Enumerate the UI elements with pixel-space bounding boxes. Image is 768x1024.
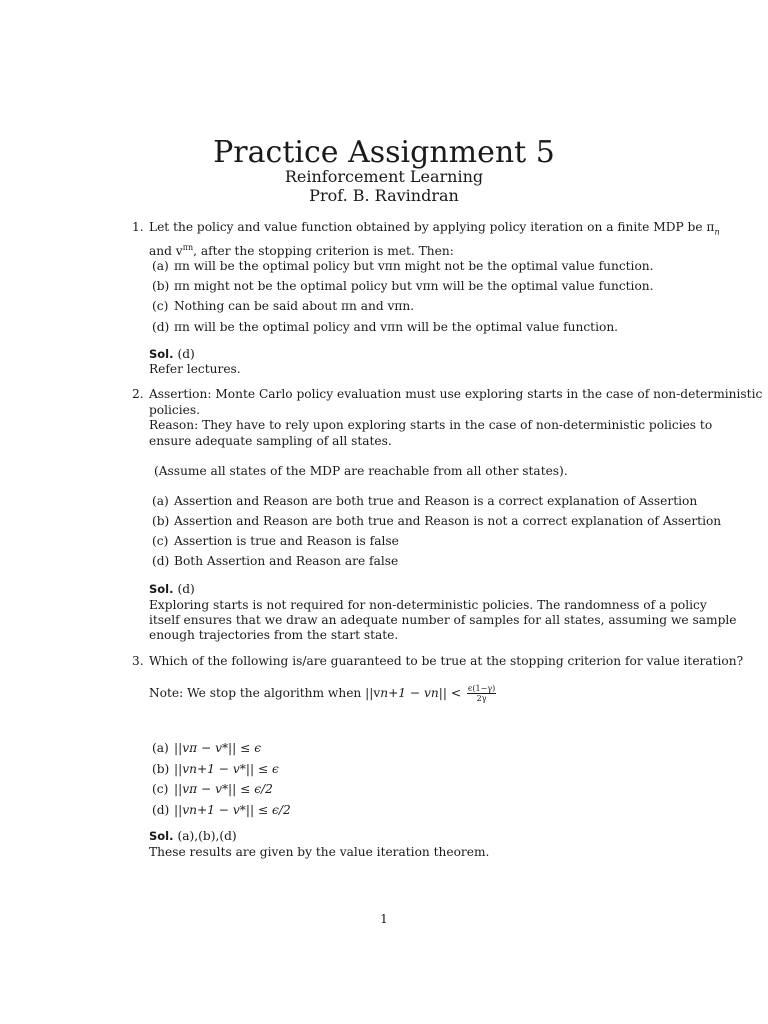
- option-d: (d) Both Assertion and Reason are false: [152, 554, 399, 568]
- instructor-name: Prof. B. Ravindran: [309, 186, 459, 205]
- question-text: Assertion: Monte Carlo policy evaluation must use exploring starts in the case of non-deterministic policies. Reason: They have to rely upon exploring starts in the case of non-deterministic policies to ensure adequate sampling of all states.: [149, 387, 763, 448]
- solution-text-3: enough trajectories from the start state.: [149, 628, 399, 642]
- solution-text-1: Exploring starts is not required for non-deterministic policies. The randomness of a policy: [149, 598, 707, 612]
- solution: Sol. (d): [149, 347, 195, 361]
- solution-text: These results are given by the value iteration theorem.: [149, 845, 490, 859]
- question-number: 2.: [132, 387, 144, 401]
- option-a: (a) πn will be the optimal policy but vπn might not be the optimal value function.: [152, 259, 654, 273]
- question-2: [132, 387, 763, 449]
- question-1: [132, 220, 720, 260]
- option-b: (b) ||vn+1 − v*|| ≤ ϵ: [152, 762, 279, 776]
- solution: Sol. (d): [149, 582, 195, 596]
- course-name: Reinforcement Learning: [284, 167, 484, 186]
- page-number: 1: [380, 912, 388, 926]
- option-c: (c) Assertion is true and Reason is false: [152, 534, 399, 548]
- option-c: (c) ||vπ − v*|| ≤ ϵ/2: [152, 782, 273, 796]
- option-a: (a) ||vπ − v*|| ≤ ϵ: [152, 741, 262, 755]
- question-text: Let the policy and value function obtained by applying policy iteration on a finite MDP be $\pi_n$ and $v^{\pi n}$, after the stopping criterion is met. Then:: [149, 220, 720, 258]
- question-3: [132, 654, 744, 670]
- fraction: $\frac{\epsilon(1-\gamma)}{2\gamma}$: [467, 684, 496, 703]
- option-b: (b) Assertion and Reason are both true and Reason is not a correct explanation of Assertion: [152, 514, 722, 528]
- question-number: 3.: [132, 654, 144, 668]
- option-b: (b) πn might not be the optimal policy but vπn will be the optimal value function.: [152, 279, 654, 293]
- document-title: Practice Assignment 5: [213, 135, 555, 170]
- document-page: Practice Assignment 5 Reinforcement Learning Prof. B. Ravindran 1. Let the policy and value function obtained by applying policy iteration on a finite MDP be $\pi_n$ and $v^{\pi n}$, after the stopping criterion is met. Then: (a) πn will be the optimal policy but vπn might not be the optimal value function. (b) πn might not be the optimal policy but vπn will be the optimal value function. (c) Nothing can be said about πn and vπn. (d) πn will be the optimal policy and vπn will be the optimal value function. Sol. (d) Refer lectures. 2. Assertion: Monte Carlo policy evaluation must use exploring starts in the case of non-deterministic policies. Reason: They have to rely upon exploring starts in the case of non-deterministic policies to ensure adequate sampling of all states. (Assume all states of the MDP are reachable from all other states). (a) Assertion and Reason are both true and Reason is a correct explanation of Assertion (b) Assertion and Reason are both true and Reason is not a correct explanation of Assertion (c) Assertion is true and Reason is false (d) Both Assertion and Reason are false Sol. (d) Exploring starts is not required for non-deterministic policies. The randomness of a policy itself ensures that we draw an adequate number of samples for all states, assuming we sample enough trajectories from the start state. 3. Which of the following is/are guaranteed to be true at the stopping criterion for value iteration? Note: We stop the algorithm when ||vn+1 − vn|| < $\frac{\epsilon(1-\gamma)}{2\gamma}$ (a) ||vπ − v*|| ≤ ϵ (b) ||vn+1 − v*|| ≤ ϵ (c) ||vπ − v*|| ≤ ϵ/2 (d) ||vn+1 − v*|| ≤ ϵ/2 Sol. (a),(b),(d) These results are given by the value iteration theorem. 1: [0, 0, 768, 1024]
- option-a: (a) Assertion and Reason are both true and Reason is a correct explanation of Assertion: [152, 494, 698, 508]
- solution-text-2: itself ensures that we draw an adequate number of samples for all states, assuming we sample: [149, 613, 737, 627]
- solution: Sol. (a),(b),(d): [149, 829, 237, 843]
- option-d: (d) ||vn+1 − v*|| ≤ ϵ/2: [152, 803, 291, 817]
- option-d: (d) πn will be the optimal policy and vπn will be the optimal value function.: [152, 320, 619, 334]
- option-c: (c) Nothing can be said about πn and vπn.: [152, 299, 415, 313]
- question-text: Which of the following is/are guaranteed to be true at the stopping criterion for value iteration?: [149, 654, 744, 668]
- question-number: 1.: [132, 220, 144, 234]
- solution-text: Refer lectures.: [149, 362, 241, 376]
